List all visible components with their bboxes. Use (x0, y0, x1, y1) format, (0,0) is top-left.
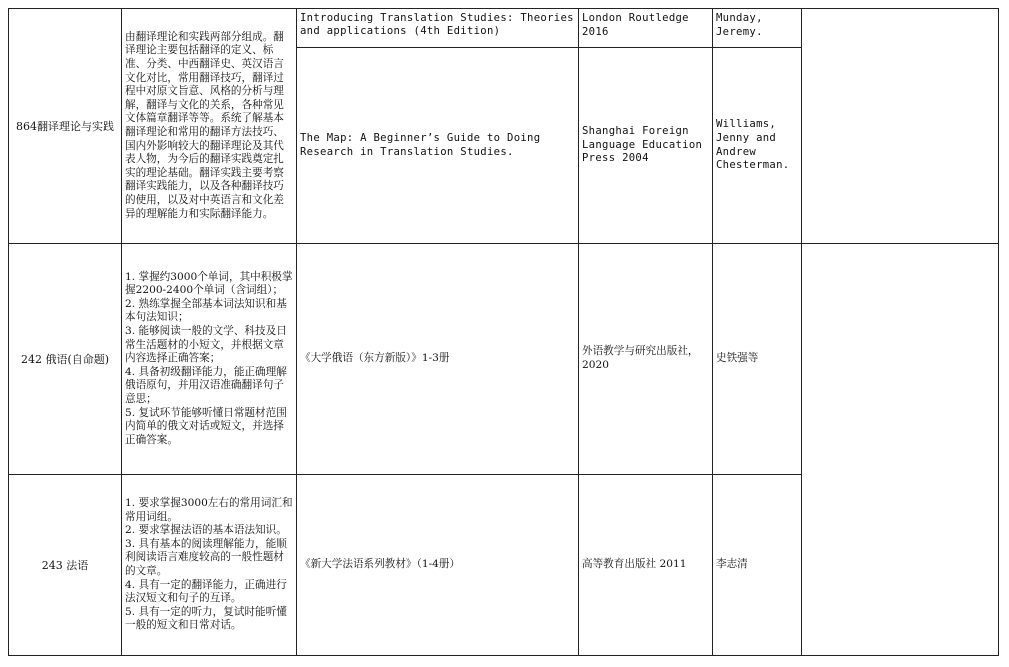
course-description-cell: 由翻译理论和实践两部分组成。翻译理论主要包括翻译的定义、标准、分类、中西翻译史、英汉语言文化对比，常用翻译技巧，翻译过程中对原文旨意、风格的分析与理解，翻译与文化的关系，各种常见文体篇章翻译等等。系统了解基本翻译理论和常用的翻译方法技巧、国内外影响较大的翻译理论及其代表人物，为今后的翻译实践奠定扎实的理论基础。翻译实践主要考察翻译实践能力，以及各种翻译技巧的使用，以及对中英语言和文化差异的理解能力和实际翻译能力。 (122, 9, 297, 244)
course-name-cell: 243 法语 (9, 475, 122, 656)
requirement-line: 1. 掌握约3000个单词，其中积极掌握2200-2400个单词（含词组）； (125, 270, 293, 297)
book-title-cell: 《新大学法语系列教材》（1-4册） (297, 475, 579, 656)
remarks-cell (802, 9, 999, 244)
requirement-line: 5. 复试环节能够听懂日常题材范围内简单的俄文对话或短文，并选择正确答案。 (125, 406, 287, 446)
requirement-line: 3. 能够阅读一般的文学、科技及日常生活题材的小短文，并根据文章内容选择正确答案； (125, 325, 287, 365)
requirement-line: 3. 具有基本的阅读理解能力，能顺利阅读语言难度较高的一般性题材的文章。 (125, 537, 287, 577)
requirement-line: 1. 要求掌握3000左右的常用词汇和常用词组。 (125, 497, 293, 523)
requirement-line: 4. 具备初级翻译能力，能正确理解俄语原句，并用汉语准确翻译句子意思； (125, 365, 287, 405)
course-name-cell: 242 俄语(自命题) (9, 244, 122, 475)
remarks-cell (802, 244, 999, 656)
publisher-cell: 高等教育出版社 2011 (579, 475, 713, 656)
book-title-cell: The Map: A Beginner’s Guide to Doing Research in Translation Studies. (297, 48, 579, 244)
publisher-cell: London Routledge 2016 (579, 9, 713, 48)
author-cell: 史铁强等 (713, 244, 802, 475)
requirement-line: 2. 熟练掌握全部基本词法知识和基本句法知识； (125, 297, 287, 324)
author-cell: Munday, Jeremy. (713, 9, 802, 48)
book-title-cell: 《大学俄语（东方新版）》1-3册 (297, 244, 579, 475)
book-title-cell: Introducing Translation Studies: Theories and applications (4th Edition) (297, 9, 579, 48)
requirement-line: 2. 要求掌握法语的基本语法知识。 (125, 524, 287, 537)
course-name-cell: 864翻译理论与实践 (9, 9, 122, 244)
table-row (9, 9, 999, 48)
table-row (9, 244, 999, 475)
course-description-cell (122, 244, 297, 475)
requirement-line: 5. 具有一定的听力，复试时能听懂一般的短文和日常对话。 (125, 605, 287, 632)
course-description-cell (122, 475, 297, 656)
publisher-cell: Shanghai Foreign Language Education Press 2004 (579, 48, 713, 244)
author-cell: 李志清 (713, 475, 802, 656)
publisher-cell: 外语教学与研究出版社，2020 (579, 244, 713, 475)
requirement-line: 4. 具有一定的翻译能力，正确进行法汉短文和句子的互译。 (125, 578, 287, 605)
author-cell: Williams, Jenny and Andrew Chesterman. (713, 48, 802, 244)
reference-books-table (8, 8, 999, 656)
